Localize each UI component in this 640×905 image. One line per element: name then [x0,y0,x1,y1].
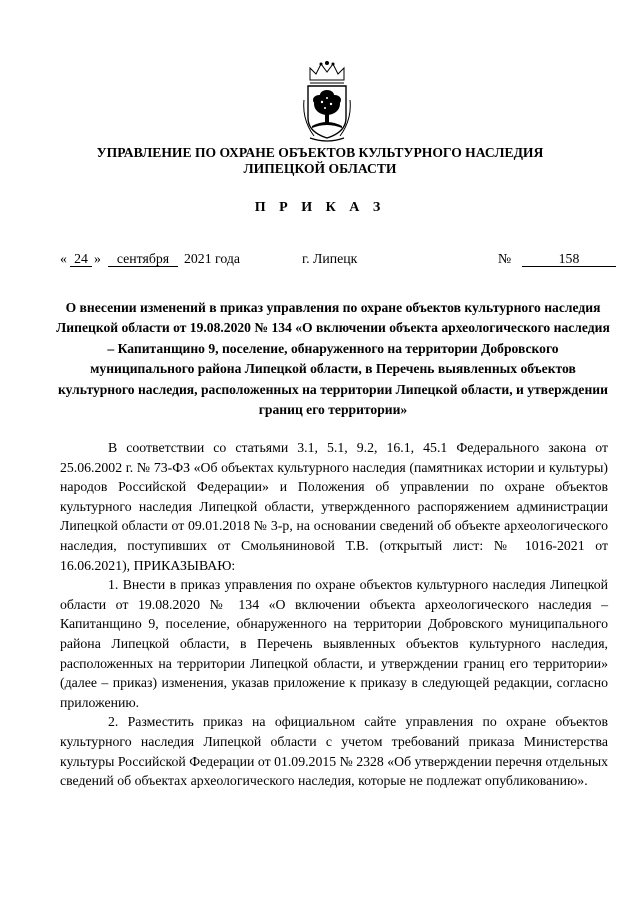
coat-of-arms-icon [298,60,356,142]
date-close-quote: » [94,251,101,266]
date-open-quote: « [60,251,67,266]
document-title: О внесении изменений в приказ управления по охране объектов культурного наследия Липецкой области от 19.08.2020 № 134 «О включении объекта археологического наследия – Капитанщино 9, поселение, обнаруженного на территории Добровского муниципального района Липецкой области, в Перечень выявленных объектов культурного наследия, расположенных на территории Липецкой области, и утверждении границ его территории» [56,300,610,418]
date-year: 2021 года [184,251,241,266]
document-body [60,438,608,791]
organization-line-1: УПРАВЛЕНИЕ ПО ОХРАНЕ ОБЪЕКТОВ КУЛЬТУРНОГО НАСЛЕДИЯ [96,145,544,160]
preamble-paragraph: В соответствии со статьями 3.1, 5.1, 9.2, 16.1, 45.1 Федерального закона от 25.06.2002 г. № 73-ФЗ «Об объектах культурного наследия (памятниках истории и культуры) народов Российской Федерации» и Положения об управлении по охране объектов культурного наследия Липецкой области, утвержденного распоряжением администрации Липецкой области от 09.01.2018 № 3-р, на основании сведений об объекте археологического наследия, поступивших от Смольяниновой Т.В. (открытый лист: № 1016-2021 от 16.06.2021), ПРИКАЗЫВАЮ: [60,440,608,573]
organization-line-2: ЛИПЕЦКОЙ ОБЛАСТИ [243,161,397,176]
date-day: 24 [70,251,92,267]
city: г. Липецк [302,251,358,266]
organization-name [40,145,600,177]
item-2-paragraph: 2. Разместить приказ на официальном сайте управления по охране объектов культурного наследия Липецкой области с учетом требований приказа Министерства культуры Российской Федерации от 01.09.2015 № 2328 «Об утверждении перечня отдельных сведений об объектах археологического наследия, которые не подлежат опубликованию». [60,714,608,789]
order-number: 158 [522,251,616,267]
item-1-paragraph: 1. Внести в приказ управления по охране объектов культурного наследия Липецкой области от 19.08.2020 № 134 «О включении объекта археологического наследия – Капитанщино 9, поселение, обнаруженного на территории Добровского муниципального района Липецкой области, в Перечень выявленных объектов культурного наследия, расположенных на территории Липецкой области, и утверждении границ его территории» (далее – приказ) изменения, указав приложение к приказу в следующей редакции, согласно приложению. [60,577,608,710]
number-sign: № [498,251,512,266]
document-type: П Р И К А З [254,200,386,215]
dateline [0,251,640,271]
date-month: сентября [108,251,178,267]
